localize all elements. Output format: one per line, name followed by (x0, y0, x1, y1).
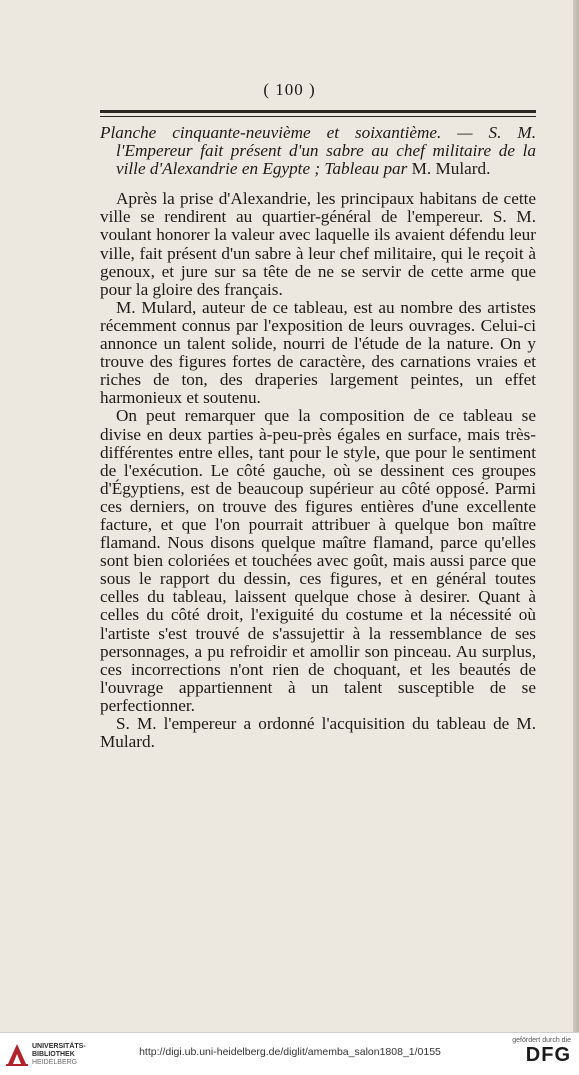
plate-heading-italic: Planche cinquante-neuvième et soixantième. — S. M. l'Empereur fait présent d'un sabre au chef militaire de la ville d'Alexandrie en Egypte ; Tableau par (100, 123, 536, 179)
logo-line-1: UNIVERSITÄTS- (32, 1043, 86, 1050)
library-logo-text (32, 1043, 86, 1067)
logo-line-2: BIBLIOTHEK (32, 1051, 75, 1058)
page-edge (573, 0, 579, 1032)
permalink-url[interactable]: http://digi.ub.uni-heidelberg.de/diglit/amemba_salon1808_1/0155 (139, 1046, 441, 1058)
header-rule-thin (100, 116, 536, 117)
paragraph-4: S. M. l'empereur a ordonné l'acquisition du tableau de M. Mulard. (100, 714, 536, 752)
dfg-funder[interactable] (501, 1037, 571, 1066)
dfg-logo: DFG (525, 1044, 571, 1066)
paragraph-1: Après la prise d'Alexandrie, les principaux habitans de cette ville se rendirent au quartier-général de l'empereur. S. M. voulant honorer la valeur avec laquelle ils avaient défendu leur ville, fait présent d'un sabre à leur chef militaire, qui le reçoit à genoux, et jure sur sa tête de ne se servir de cette arme que pour la gloire des français. (100, 189, 536, 299)
body-text (100, 124, 536, 751)
logo-line-3: HEIDELBERG (32, 1059, 78, 1066)
paragraph-2: M. Mulard, auteur de ce tableau, est au nombre des artistes récemment connus par l'exposition de leurs ouvrages. Celui-ci annonce un talent solide, nourri de l'étude de la nature. On y trouve des figures fortes de caractère, des carnations vraies et riches de ton, des draperies largement peintes, un effet harmonieux et soutenu. (100, 297, 536, 408)
plate-heading (100, 124, 536, 178)
digitization-footer (0, 1032, 579, 1075)
paragraph-3: On peut remarquer que la composition de ce tableau se divise en deux parties à-peu-près égales en surface, mais très-différentes entre elles, tant pour le style, que pour le sentiment de l'exécution. Le côté gauche, où se dessinent ces groupes d'Égyptiens, est de beaucoup supérieur au côté opposé. Parmi ces derniers, on trouve des figures entières d'une excellente facture, et que l'on pourrait attribuer à quelque bon maître flamand. Nous disons quelque maître flamand, parce qu'elles sont bien coloriées et touchées avec goût, mais aussi parce que sous le rapport du dessin, ces figures, et en général toutes celles du tableau, laissent quelque chose à desirer. Quant à celles du côté droit, l'exiguité du costume et la nécessité où l'artiste s'est trouvé de s'assujettir à la ressemblance de ses personnages, a pu refroidir et amollir son pinceau. Au surplus, ces incorrections n'ont rien de choquant, et les beautés de l'ouvrage appartiennent à un talent susceptible de se perfectionner. (100, 406, 536, 715)
header-rule-thick (100, 110, 536, 113)
funder-caption: gefördert durch die (512, 1037, 571, 1044)
library-emblem-icon (6, 1042, 28, 1066)
university-library-logo[interactable] (6, 1039, 116, 1069)
page-number: ( 100 ) (263, 80, 316, 99)
plate-heading-author: M. Mulard. (407, 159, 491, 179)
